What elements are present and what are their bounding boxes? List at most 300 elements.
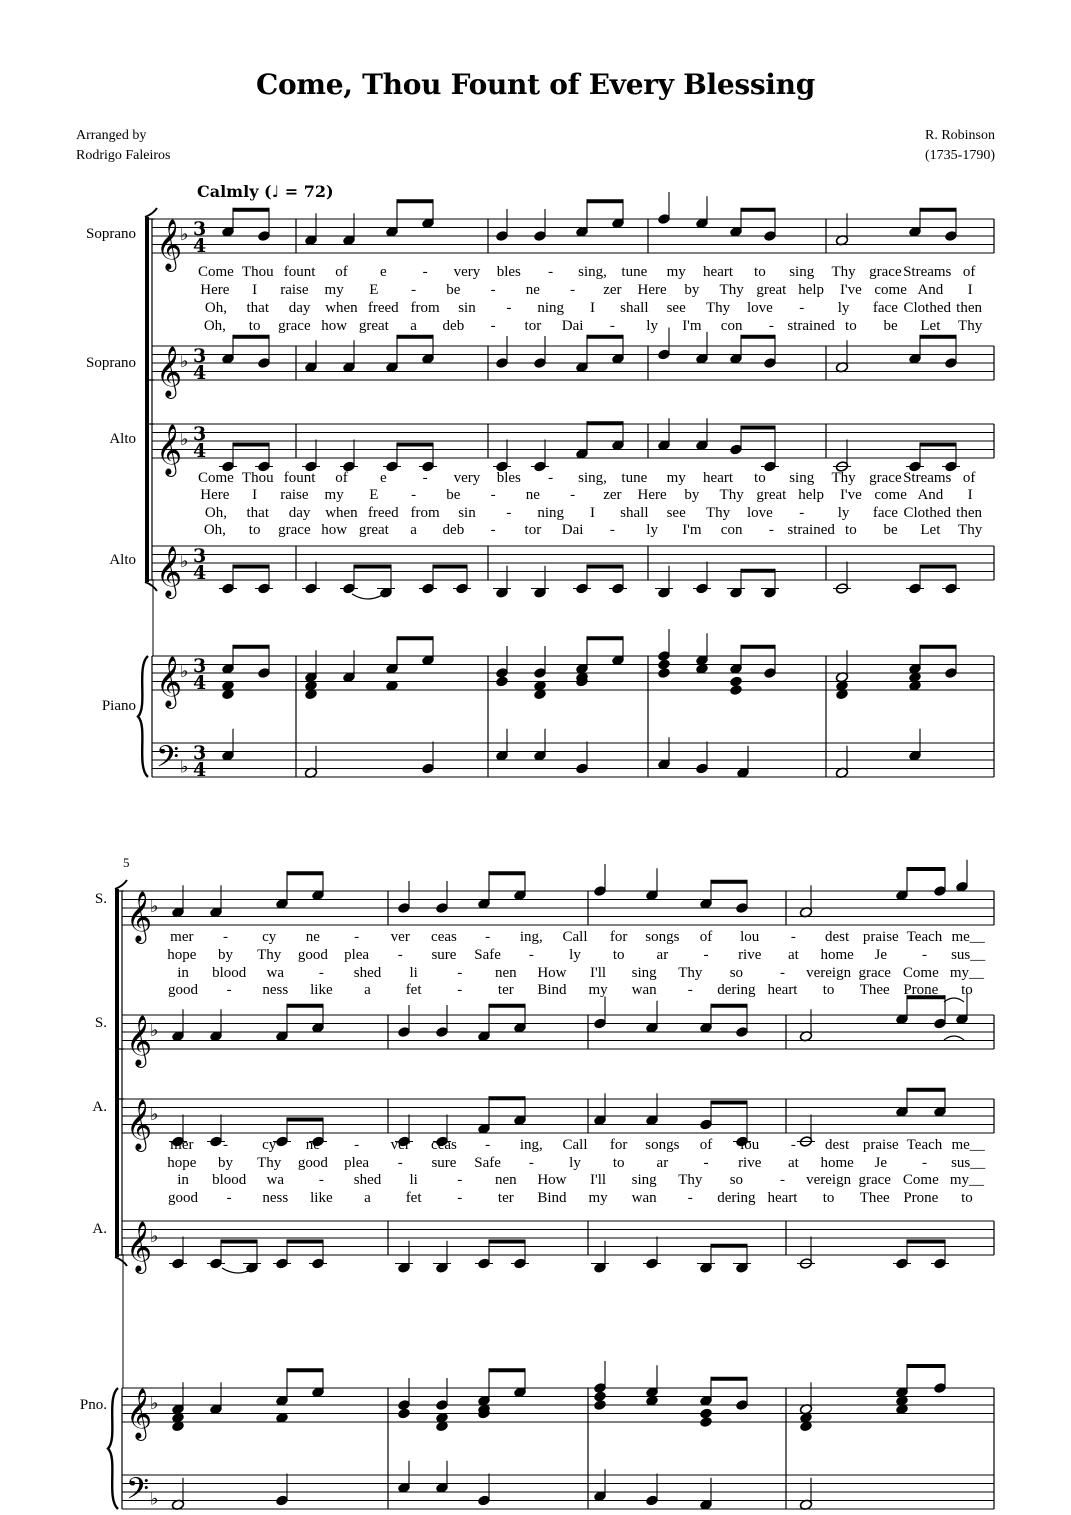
note-beam (741, 335, 775, 339)
soprano-lyric-verse-1-syllable: tune (621, 264, 648, 280)
s-lyric-verse-3-syllable: vereign (806, 965, 852, 981)
alto-lyric-verse-1-syllable: Thou (241, 470, 274, 486)
note-head (729, 684, 742, 696)
a-lyric-verse-3-syllable: wa (266, 1172, 285, 1188)
note-head (657, 667, 670, 679)
soprano-lyric-verse-4-syllable: - (768, 318, 774, 334)
alto-lyric-verse-4-syllable: tor (524, 522, 542, 538)
s-lyric-verse-3-syllable: Come (902, 965, 939, 981)
s-lyric-verse-3-syllable: I'll (590, 965, 607, 981)
a-lyric-verse-1-syllable: for (609, 1137, 628, 1153)
time-signature-top: 3 (193, 742, 207, 764)
alto-lyric-verse-2-syllable: I've (839, 487, 862, 503)
soprano-lyric-verse-1-syllable: of (962, 264, 976, 280)
soprano-lyric-verse-1-syllable: - (548, 264, 554, 280)
a-lyric-verse-4-syllable: heart (767, 1190, 798, 1206)
s-lyric-verse-4-syllable: ness (262, 982, 289, 998)
s-lyric-verse-2-syllable: good (297, 947, 328, 963)
alto-lyric-verse-3-syllable: see (666, 505, 686, 521)
soprano-lyric-verse-2-syllable: Thy (719, 282, 744, 298)
a-lyric-verse-2-syllable: home (820, 1155, 854, 1171)
s-lyric-verse-2-syllable: home (820, 947, 854, 963)
a-lyric-verse-4-syllable: Thee (859, 1190, 890, 1206)
note-beam (397, 335, 433, 339)
soprano-lyric-verse-1-syllable: Thou (241, 264, 274, 280)
slur (944, 998, 964, 1002)
soprano-lyric-verse-2-syllable: I (252, 282, 258, 298)
alto-lyric-verse-2-syllable: - (490, 487, 496, 503)
note-beam (354, 565, 391, 569)
instrument-name-s-1: S. (94, 891, 107, 907)
alto-lyric-verse-2-syllable: I (967, 487, 973, 503)
s-lyric-verse-3-syllable: grace (858, 965, 891, 981)
treble-clef-icon: 𝄞 (126, 1221, 153, 1272)
treble-clef-icon: 𝄞 (156, 219, 183, 270)
soprano-lyric-verse-2-syllable: great (756, 282, 787, 298)
note-head (699, 1416, 712, 1428)
s-lyric-verse-1-syllable: dest (825, 929, 850, 945)
s-lyric-verse-4-syllable: wan (631, 982, 657, 998)
a-lyric-verse-1-syllable: Call (562, 1137, 588, 1153)
a-lyric-verse-3-syllable: vereign (806, 1172, 852, 1188)
soprano-lyric-verse-4-syllable: Let (920, 318, 941, 334)
soprano-lyric-verse-1-syllable: to (754, 264, 766, 280)
note-beam (221, 1240, 257, 1244)
flat-sign-icon: ♭ (150, 896, 159, 917)
a-lyric-verse-4-syllable: - (226, 1190, 232, 1206)
note-beam (489, 1004, 525, 1008)
s-lyric-verse-1-syllable: - (223, 929, 229, 945)
note-beam (233, 335, 269, 339)
s-lyric-verse-3-syllable: blood (212, 965, 247, 981)
tempo-marking: Calmly (♩ = 72) (197, 182, 334, 201)
note-head (495, 676, 508, 688)
a-lyric-verse-1-syllable: cy (262, 1137, 277, 1153)
s-lyric-verse-3-syllable: How (537, 965, 567, 981)
alto-lyric-verse-3-syllable: I (590, 505, 595, 521)
alto-lyric-verse-2-syllable: be (446, 487, 461, 503)
s-lyric-verse-3-syllable: in (177, 965, 189, 981)
a-lyric-verse-3-syllable: shed (353, 1172, 382, 1188)
a-lyric-verse-2-syllable: rive (738, 1155, 762, 1171)
s-lyric-verse-2-syllable: plea (344, 947, 370, 963)
alto-lyric-verse-1-syllable: very (453, 470, 481, 486)
a-lyric-verse-1-syllable: mer (170, 1137, 194, 1153)
alto-lyric-verse-3-syllable: Oh, (204, 505, 227, 521)
s-lyric-verse-1-syllable: of (699, 929, 713, 945)
flat-sign-icon: ♭ (180, 756, 189, 778)
note-head (593, 1399, 606, 1411)
a-lyric-verse-4-syllable: - (457, 1190, 463, 1206)
instrument-name-pno: Pno. (79, 1397, 107, 1413)
note-beam (741, 645, 775, 649)
bass-clef-icon: 𝄢 (156, 740, 180, 782)
piano-brace (138, 656, 148, 777)
s-lyric-verse-4-syllable: to (961, 982, 973, 998)
a-lyric-verse-3-syllable: How (537, 1172, 567, 1188)
staff-lines (122, 219, 994, 1509)
alto-lyric-verse-3-syllable: day (288, 505, 311, 521)
soprano-lyric-verse-4-syllable: how (321, 318, 348, 334)
a-lyric-verse-1-syllable: songs (645, 1137, 680, 1153)
note-beam (397, 199, 433, 203)
time-signature-bottom: 4 (193, 562, 207, 584)
a-lyric-verse-1-syllable: - (354, 1137, 360, 1153)
s-lyric-verse-2-syllable: Thy (257, 947, 282, 963)
a-lyric-verse-3-syllable: sing (631, 1172, 657, 1188)
s-lyric-verse-2-syllable: - (397, 947, 403, 963)
time-signature-bottom: 4 (193, 759, 207, 781)
soprano-lyric-verse-2-syllable: raise (280, 282, 309, 298)
instrument-name-s-2: S. (94, 1015, 107, 1031)
a-lyric-verse-3-syllable: in (177, 1172, 189, 1188)
soprano-lyric-verse-2-syllable: ne (525, 282, 540, 298)
s-lyric-verse-2-syllable: - (921, 947, 927, 963)
soprano-lyric-verse-3-syllable: ning (537, 300, 564, 316)
time-signature-top: 3 (193, 655, 207, 677)
a-lyric-verse-1-syllable: - (485, 1137, 491, 1153)
a-lyric-verse-2-syllable: sus__ (951, 1155, 986, 1171)
alto-lyric-verse-4-syllable: - (490, 522, 496, 538)
alto-lyric-verse-3-syllable: ly (837, 505, 850, 521)
a-lyric-verse-4-syllable: ter (497, 1190, 514, 1206)
soprano-lyric-verse-3-syllable: when (325, 300, 358, 316)
soprano-lyric-verse-1-syllable: sing, (578, 264, 607, 280)
a-lyric-verse-4-syllable: Prone (903, 1190, 939, 1206)
alto-lyric-verse-1-syllable: - (422, 470, 428, 486)
s-lyric-verse-2-syllable: at (788, 947, 799, 963)
alto-lyric-verse-2-syllable: zer (603, 487, 622, 503)
alto-lyric-verse-4-syllable: deb (442, 522, 465, 538)
soprano-lyric-verse-1-syllable: bles (496, 264, 521, 280)
soprano-lyric-verse-3-syllable: that (246, 300, 270, 316)
note-beam (287, 1118, 323, 1122)
page-title: Come, Thou Fount of Every Blessing (256, 68, 815, 101)
s-lyric-verse-4-syllable: fet (405, 982, 422, 998)
alto-lyric-verse-3-syllable: Clothed (903, 505, 951, 521)
alto-lyric-verse-3-syllable: - (799, 505, 805, 521)
a-lyric-verse-2-syllable: sure (431, 1155, 457, 1171)
s-lyric-verse-3-syllable: - (457, 965, 463, 981)
alto-lyric-verse-1-syllable: to (754, 470, 766, 486)
s-lyric-verse-2-syllable: to (612, 947, 625, 963)
soprano-lyric-verse-1-syllable: Thy (831, 264, 856, 280)
s-lyric-verse-2-syllable: ly (569, 947, 581, 963)
flat-sign-icon: ♭ (180, 224, 189, 245)
a-lyric-verse-3-syllable: I'll (590, 1172, 607, 1188)
soprano-lyric-verse-2-syllable: zer (603, 282, 622, 298)
soprano-lyric-verse-3-syllable: ly (837, 300, 850, 316)
s-lyric-verse-1-syllable: ceas (431, 929, 457, 945)
soprano-lyric-verse-1-syllable: heart (703, 264, 734, 280)
note-beam (907, 1088, 945, 1092)
note-beam (711, 880, 747, 884)
flat-sign-icon: ♭ (150, 1226, 159, 1247)
a-lyric-verse-4-syllable: my (588, 1190, 608, 1206)
note-beam (741, 426, 775, 430)
s-lyric-verse-3-syllable: my__ (949, 965, 985, 981)
alto-lyric-verse-4-syllable: I'm (682, 522, 702, 538)
s-lyric-verse-4-syllable: my (588, 982, 608, 998)
treble-clef-icon: 𝄞 (126, 891, 153, 942)
alto-lyric-verse-1-syllable: Come (197, 470, 234, 486)
arranger-label: Arranged by (76, 128, 147, 143)
clefs-and-signatures (126, 218, 206, 1514)
note-beam (397, 636, 433, 640)
treble-clef-icon: 𝄞 (156, 346, 183, 397)
a-lyric-verse-2-syllable: to (612, 1155, 625, 1171)
arranger-name: Rodrigo Faleiros (76, 148, 171, 163)
flat-sign-icon: ♭ (150, 1488, 159, 1510)
a-lyric-verse-3-syllable: blood (212, 1172, 247, 1188)
slur (352, 594, 384, 599)
alto-lyric-verse-4-syllable: a (410, 522, 417, 538)
soprano-lyric-verse-4-syllable: ly (646, 318, 658, 334)
barlines (122, 219, 994, 1509)
alto-lyric-verse-2-syllable: raise (280, 487, 309, 503)
bracket-hook (145, 208, 157, 217)
alto-lyric-verse-1-syllable: of (962, 470, 976, 486)
note-beam (907, 1240, 945, 1244)
alto-lyric-verse-1-syllable: bles (496, 470, 521, 486)
soprano-lyric-verse-2-syllable: I (967, 282, 973, 298)
alto-lyric-verse-3-syllable: freed (367, 505, 399, 521)
note-beam (587, 565, 623, 569)
alto-lyric-verse-3-syllable: that (246, 505, 270, 521)
alto-lyric-verse-4-syllable: to (248, 522, 261, 538)
note-beam (741, 208, 775, 212)
a-lyric-verse-2-syllable: ar (656, 1155, 669, 1171)
a-lyric-verse-2-syllable: - (528, 1155, 534, 1171)
soprano-lyric-verse-2-syllable: - (411, 282, 417, 298)
a-lyric-verse-1-syllable: me__ (951, 1137, 985, 1153)
alto-lyric-verse-2-syllable: help (798, 487, 825, 503)
s-lyric-verse-4-syllable: dering (717, 982, 756, 998)
a-lyric-verse-2-syllable: by (218, 1155, 234, 1171)
a-lyric-verse-1-syllable: ne (305, 1137, 320, 1153)
a-lyric-verse-2-syllable: good (297, 1155, 328, 1171)
a-lyric-verse-3-syllable: Come (902, 1172, 939, 1188)
s-lyric-verse-1-syllable: ver (390, 929, 410, 945)
flat-sign-icon: ♭ (150, 1104, 159, 1125)
s-lyric-verse-4-syllable: like (310, 982, 333, 998)
s-lyric-verse-3-syllable: nen (494, 965, 517, 981)
a-lyric-verse-4-syllable: to (961, 1190, 973, 1206)
s-lyric-verse-1-syllable: lou (740, 929, 760, 945)
s-lyric-verse-2-syllable: ar (656, 947, 669, 963)
flat-sign-icon: ♭ (180, 429, 189, 450)
a-lyric-verse-4-syllable: fet (405, 1190, 422, 1206)
soprano-lyric-verse-1-syllable: grace (869, 264, 902, 280)
a-lyric-verse-4-syllable: ness (262, 1190, 289, 1206)
a-lyric-verse-2-syllable: at (788, 1155, 799, 1171)
alto-lyric-verse-4-syllable: - (609, 522, 615, 538)
a-lyric-verse-4-syllable: Bind (537, 1190, 567, 1206)
note-head (397, 1408, 410, 1420)
note-beam (587, 199, 623, 203)
a-lyric-verse-1-syllable: ver (390, 1137, 410, 1153)
note-beam (711, 1244, 747, 1248)
soprano-lyric-verse-4-syllable: deb (442, 318, 465, 334)
a-lyric-verse-2-syllable: Thy (257, 1155, 282, 1171)
s-lyric-verse-2-syllable: - (528, 947, 534, 963)
soprano-lyric-verse-3-syllable: Clothed (903, 300, 951, 316)
instrument-name-a-1: A. (92, 1099, 107, 1115)
alto-lyric-verse-4-syllable: be (883, 522, 898, 538)
soprano-lyric-verse-4-syllable: a (410, 318, 417, 334)
a-lyric-verse-1-syllable: - (223, 1137, 229, 1153)
soprano-lyric-verse-1-syllable: sing (789, 264, 815, 280)
time-signature-top: 3 (193, 345, 207, 367)
alto-lyric-verse-2-syllable: - (411, 487, 417, 503)
note-beam (907, 1364, 945, 1368)
note-beam (587, 335, 623, 339)
a-lyric-verse-4-syllable: to (822, 1190, 835, 1206)
soprano-lyric-verse-1-syllable: Streams (903, 264, 952, 280)
a-lyric-verse-3-syllable: - (457, 1172, 463, 1188)
s-lyric-verse-4-syllable: - (687, 982, 693, 998)
s-lyric-verse-1-syllable: praise (862, 929, 899, 945)
alto-lyric-verse-1-syllable: e (379, 470, 387, 486)
a-lyric-verse-3-syllable: - (318, 1172, 324, 1188)
alto-lyric-verse-2-syllable: great (756, 487, 787, 503)
alto-lyric-verse-4-syllable: strained (787, 522, 835, 538)
soprano-lyric-verse-3-syllable: sin (458, 300, 476, 316)
alto-lyric-verse-4-syllable: Thy (958, 522, 983, 538)
bass-clef-icon: 𝄢 (126, 1472, 150, 1514)
note-beam (489, 871, 525, 875)
s-lyric-verse-4-syllable: to (822, 982, 835, 998)
s-lyric-verse-3-syllable: wa (266, 965, 285, 981)
s-lyric-verse-1-syllable: - (354, 929, 360, 945)
s-lyric-verse-4-syllable: a (364, 982, 371, 998)
instrument-name-alto-1: Alto (109, 431, 136, 447)
soprano-lyric-verse-2-syllable: help (798, 282, 825, 298)
soprano-lyric-verse-2-syllable: Here (200, 282, 230, 298)
soprano-lyric-verse-2-syllable: E (369, 282, 379, 298)
s-lyric-verse-4-syllable: Thee (859, 982, 890, 998)
note-beam (587, 421, 623, 425)
a-lyric-verse-2-syllable: ly (569, 1155, 581, 1171)
a-lyric-verse-1-syllable: ceas (431, 1137, 457, 1153)
s-lyric-verse-4-syllable: Bind (537, 982, 567, 998)
s-lyric-verse-4-syllable: heart (767, 982, 798, 998)
s-lyric-verse-3-syllable: - (318, 965, 324, 981)
time-signature-bottom: 4 (193, 440, 207, 462)
soprano-lyric-verse-3-syllable: I (590, 300, 595, 316)
soprano-lyric-verse-4-syllable: grace (278, 318, 311, 334)
s-lyric-verse-2-syllable: - (703, 947, 709, 963)
a-lyric-verse-3-syllable: nen (494, 1172, 517, 1188)
soprano-lyric-verse-3-syllable: face (872, 300, 898, 316)
alto-lyric-verse-4-syllable: to (845, 522, 857, 538)
alto-lyric-verse-2-syllable: I (252, 487, 258, 503)
s-lyric-verse-2-syllable: hope (167, 947, 197, 963)
s-lyric-verse-3-syllable: sing (631, 965, 657, 981)
a-lyric-verse-2-syllable: Safe (474, 1155, 501, 1171)
a-lyric-verse-2-syllable: - (921, 1155, 927, 1171)
a-lyric-verse-4-syllable: wan (631, 1190, 657, 1206)
soprano-lyric-verse-4-syllable: Oh, (203, 318, 226, 334)
soprano-lyric-verse-1-syllable: my (666, 264, 686, 280)
s-lyric-verse-3-syllable: so (729, 965, 744, 981)
soprano-lyric-verse-1-syllable: of (335, 264, 348, 280)
alto-lyric-verse-2-syllable: my (324, 487, 344, 503)
note-beam (920, 645, 956, 649)
time-signature-top: 3 (193, 423, 207, 445)
s-lyric-verse-3-syllable: - (780, 965, 785, 981)
alto-lyric-verse-1-syllable: grace (869, 470, 902, 486)
soprano-lyric-verse-2-syllable: by (684, 282, 700, 298)
note-beam (920, 335, 956, 339)
a-lyric-verse-2-syllable: Je (874, 1155, 888, 1171)
alto-lyric-verse-4-syllable: Oh, (203, 522, 226, 538)
soprano-lyric-verse-3-syllable: Thy (705, 300, 731, 316)
soprano-lyric-verse-2-syllable: my (324, 282, 344, 298)
soprano-lyric-verse-4-syllable: Thy (958, 318, 983, 334)
a-lyric-verse-3-syllable: grace (858, 1172, 891, 1188)
alto-lyric-verse-4-syllable: great (358, 522, 389, 538)
soprano-lyric-verse-1-syllable: very (453, 264, 481, 280)
s-lyric-verse-4-syllable: - (226, 982, 232, 998)
instrument-name-alto-2: Alto (109, 552, 136, 568)
alto-lyric-verse-1-syllable: Streams (903, 470, 952, 486)
soprano-lyric-verse-2-syllable: be (446, 282, 461, 298)
alto-lyric-verse-3-syllable: sin (458, 505, 476, 521)
soprano-lyric-verse-4-syllable: strained (787, 318, 835, 334)
flat-sign-icon: ♭ (150, 1020, 159, 1041)
soprano-lyric-verse-3-syllable: Oh, (204, 300, 227, 316)
a-lyric-verse-2-syllable: - (397, 1155, 403, 1171)
alto-lyric-verse-1-syllable: tune (621, 470, 648, 486)
s-lyric-verse-4-syllable: good (168, 982, 199, 998)
soprano-lyric-verse-2-syllable: - (570, 282, 576, 298)
alto-lyric-verse-3-syllable: when (325, 505, 358, 521)
s-lyric-verse-4-syllable: ter (497, 982, 514, 998)
note-beam (711, 1101, 747, 1105)
a-lyric-verse-3-syllable: - (780, 1172, 785, 1188)
alto-lyric-verse-3-syllable: ning (537, 505, 564, 521)
alto-lyric-verse-3-syllable: shall (620, 505, 649, 521)
time-signature-bottom: 4 (193, 362, 207, 384)
soprano-lyric-verse-3-syllable: day (288, 300, 311, 316)
alto-lyric-verse-2-syllable: E (369, 487, 379, 503)
note-beam (489, 1368, 525, 1372)
soprano-lyric-verse-2-syllable: I've (839, 282, 862, 298)
alto-lyric-verse-1-syllable: sing (789, 470, 815, 486)
note-beam (287, 1004, 323, 1008)
s-lyric-verse-2-syllable: Je (874, 947, 888, 963)
a-lyric-verse-4-syllable: like (310, 1190, 333, 1206)
piano-brace (108, 1388, 118, 1509)
slur (944, 1036, 964, 1040)
alto-lyric-verse-4-syllable: - (768, 522, 774, 538)
s-lyric-verse-3-syllable: shed (353, 965, 382, 981)
s-lyric-verse-1-syllable: ing, (519, 929, 543, 945)
note-beam (233, 443, 269, 447)
instrument-name-piano: Piano (101, 698, 136, 714)
s-lyric-verse-3-syllable: li (409, 965, 418, 981)
note-beam (711, 1377, 747, 1381)
note-beam (233, 208, 269, 212)
a-lyric-verse-3-syllable: my__ (949, 1172, 985, 1188)
treble-clef-icon: 𝄞 (126, 1388, 153, 1439)
a-lyric-verse-1-syllable: of (699, 1137, 713, 1153)
soprano-lyric-verse-1-syllable: Come (197, 264, 234, 280)
note-beam (287, 871, 323, 875)
alto-lyric-verse-2-syllable: by (684, 487, 700, 503)
s-lyric-verse-2-syllable: sus__ (951, 947, 986, 963)
